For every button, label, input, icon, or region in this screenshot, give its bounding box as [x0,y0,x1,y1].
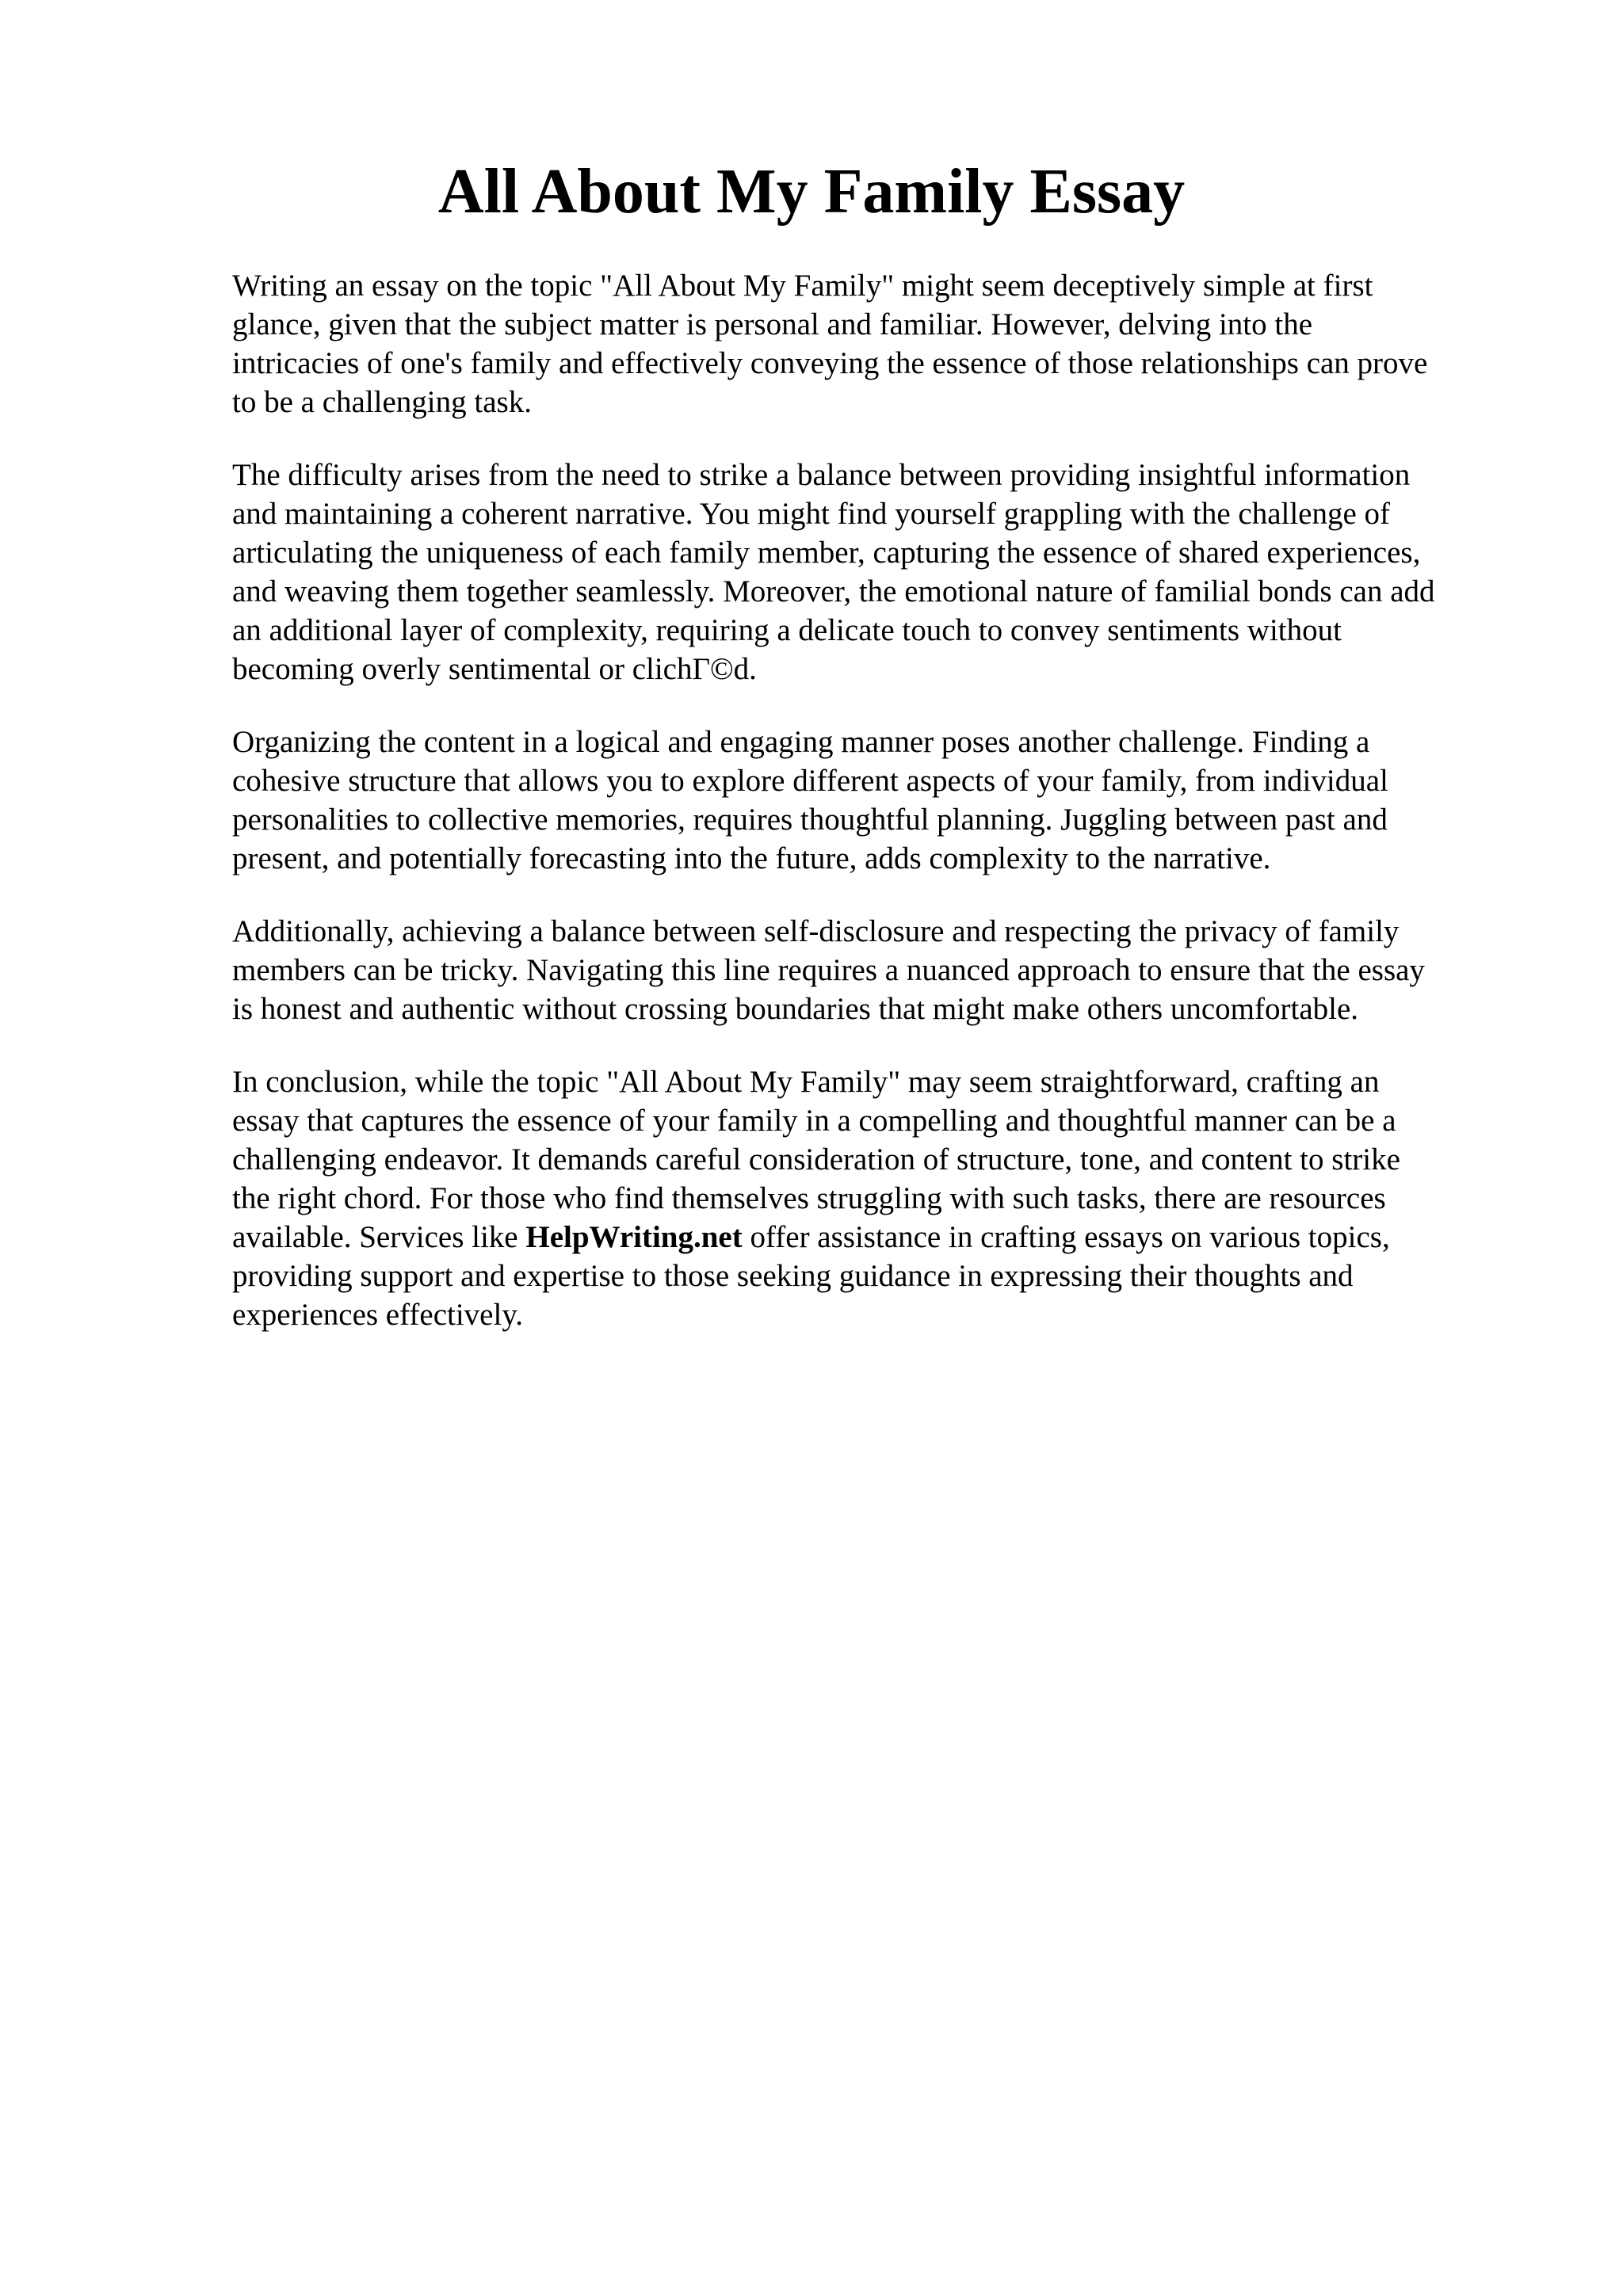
text-line: Additionally, achieving a balance between self-disclosure and respecting the privacy of family [232,914,1400,948]
text-line: to be a challenging task. [232,385,532,419]
helpwriting-link[interactable]: HelpWriting.net [525,1220,743,1254]
text-line: essay that captures the essence of your family in a compelling and thoughtful manner can be a [232,1104,1396,1138]
essay-body [232,266,1516,1368]
text-line: experiences effectively. [232,1298,524,1332]
text-line: the right chord. For those who find themselves struggling with such tasks, there are resources [232,1181,1386,1215]
paragraph-3 [232,723,1516,878]
text-line: In conclusion, while the topic "All About My Family" may seem straightforward, crafting an [232,1065,1380,1099]
text-line: intricacies of one's family and effectively conveying the essence of those relationships can prove [232,346,1428,380]
text-segment: offer assistance in crafting essays on various topics, [742,1220,1390,1254]
text-line: members can be tricky. Navigating this line requires a nuanced approach to ensure that the essay [232,953,1425,987]
text-line: challenging endeavor. It demands careful consideration of structure, tone, and content to strike [232,1142,1400,1177]
paragraph-2 [232,456,1516,688]
text-line: present, and potentially forecasting into the future, adds complexity to the narrative. [232,841,1271,875]
text-line: personalities to collective memories, requires thoughtful planning. Juggling between past and [232,803,1388,837]
text-line: cohesive structure that allows you to explore different aspects of your family, from individual [232,764,1388,798]
page-title: All About My Family Essay [437,157,1186,227]
text-line: articulating the uniqueness of each family member, capturing the essence of shared experiences, [232,536,1421,570]
text-line: Organizing the content in a logical and engaging manner poses another challenge. Finding a [232,725,1370,759]
text-line: The difficulty arises from the need to strike a balance between providing insightful information [232,458,1411,492]
paragraph-1 [232,266,1516,421]
paragraph-4 [232,912,1516,1028]
text-line: Writing an essay on the topic "All About My Family" might seem deceptively simple at first [232,269,1373,303]
text-line: becoming overly sentimental or clichГ©d. [232,652,757,686]
text-line: and maintaining a coherent narrative. You might find yourself grappling with the challenge of [232,497,1391,531]
text-line: glance, given that the subject matter is personal and familiar. However, delving into the [232,307,1313,341]
text-line: providing support and expertise to those seeking guidance in expressing their thoughts and [232,1259,1354,1293]
text-segment: available. Services like [232,1220,526,1254]
paragraph-5 [232,1062,1516,1334]
text-line: and weaving them together seamlessly. Moreover, the emotional nature of familial bonds can add [232,574,1435,608]
text-line: is honest and authentic without crossing boundaries that might make others uncomfortable. [232,992,1359,1026]
text-line-with-link [232,1218,1516,1257]
text-line: an additional layer of complexity, requiring a delicate touch to convey sentiments without [232,613,1342,647]
